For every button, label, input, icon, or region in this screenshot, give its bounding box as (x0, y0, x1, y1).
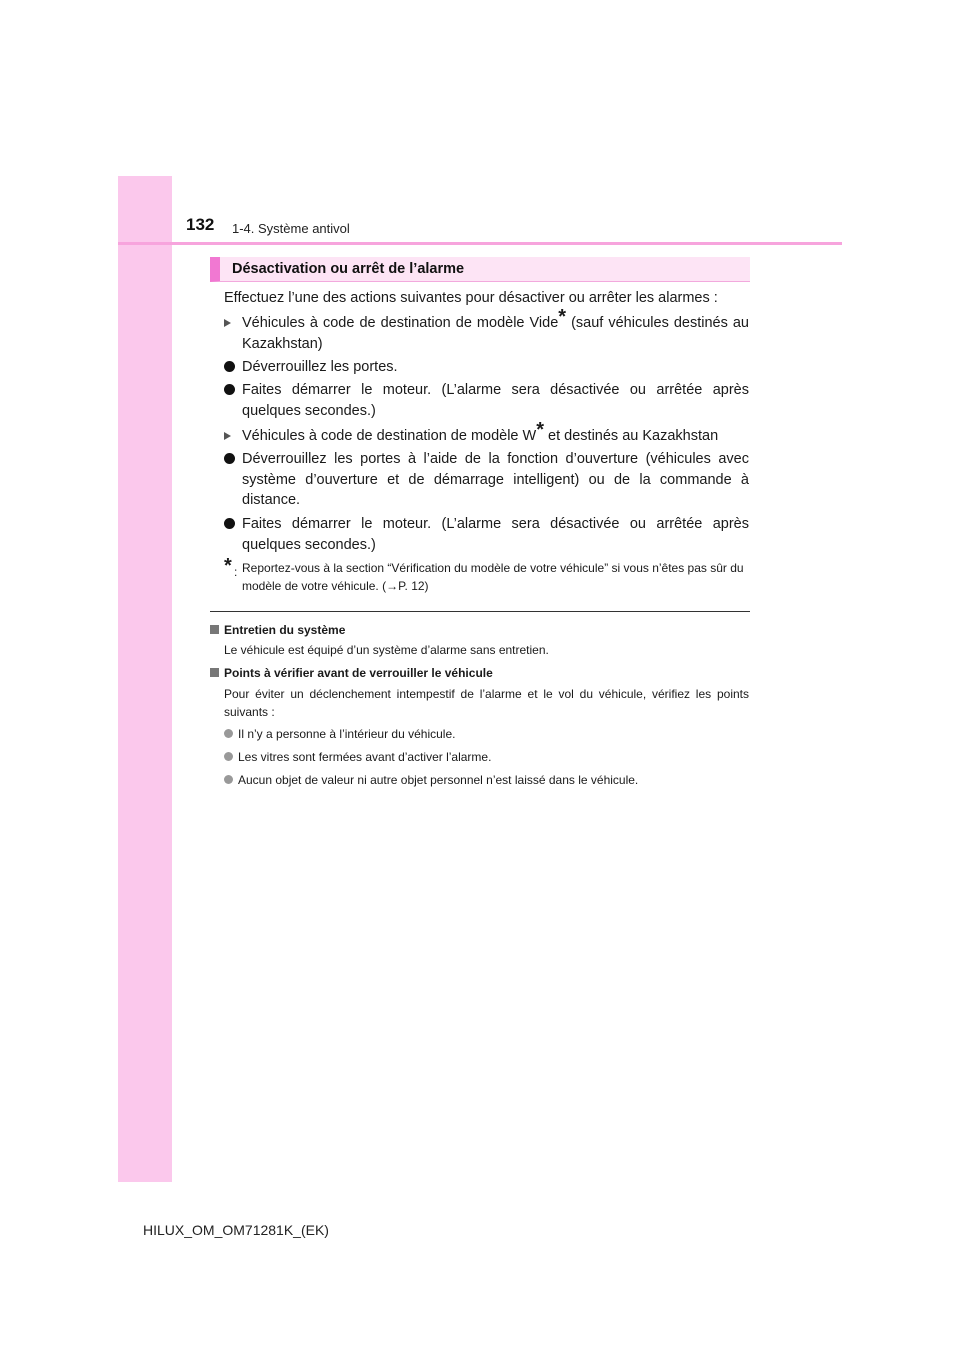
list-item: Faites démarrer le moteur. (L’alarme sera désactivée ou arrêtée après quelques secondes.) (224, 380, 749, 421)
list-item: Les vitres sont fermées avant d’activer l’alarme. (224, 748, 749, 766)
note-heading-checks: Points à vérifier avant de verrouiller le véhicule (210, 665, 493, 681)
footnote-text: Reportez-vous à la section “Vérification du modèle de votre véhicule” si vous n’êtes pas sûr du modèle de votre véhicule. (→P. 12) (242, 561, 744, 593)
section-heading-text: Désactivation ou arrêt de l’alarme (232, 261, 465, 277)
bullet-dot-icon (224, 729, 233, 738)
bullet-dot-icon (224, 775, 233, 784)
triangle-bullet-icon (224, 319, 231, 327)
asterisk-marker: * (558, 306, 567, 328)
destination-group-2-heading: Véhicules à code de destination de modèle W* et destinés au Kazakhstan (224, 426, 749, 447)
document-code: HILUX_OM_OM71281K_(EK) (143, 1222, 329, 1238)
side-color-band (118, 176, 172, 1182)
square-bullet-icon (210, 668, 219, 677)
list-item: Il n’y a personne à l’intérieur du véhicule. (224, 725, 749, 743)
bullet-dot-icon (224, 453, 235, 464)
list-item: Faites démarrer le moteur. (L’alarme sera désactivée ou arrêtée après quelques secondes.) (224, 514, 749, 555)
asterisk-marker: * (536, 419, 545, 441)
square-bullet-icon (210, 625, 219, 634)
footnote: * : Reportez-vous à la section “Vérification du modèle de votre véhicule” si vous n’êtes pas sûr du modèle de votre véhicule. (→P. 12) (224, 559, 749, 595)
note-text-checks: Pour éviter un déclenchement intempestif de l’alarme et le vol du véhicule, vérifiez les points suivants : (224, 687, 749, 719)
triangle-bullet-icon (224, 432, 231, 440)
note-heading-maintenance: Entretien du système (210, 622, 345, 638)
bullet-dot-icon (224, 384, 235, 395)
destination-group-1-heading: Véhicules à code de destination de modèle Vide* (sauf véhicules destinés au Kazakhstan) (224, 313, 749, 354)
list-item: Déverrouillez les portes. (224, 357, 749, 378)
intro-paragraph: Effectuez l’une des actions suivantes pour désactiver ou arrêter les alarmes : (224, 290, 718, 306)
section-heading (210, 257, 750, 282)
list-item: Aucun objet de valeur ni autre objet personnel n’est laissé dans le véhicule. (224, 771, 749, 789)
list-item: Déverrouillez les portes à l’aide de la fonction d’ouverture (véhicules avec système d’ouverture et de démarrage intelligent) ou de la commande à distance. (224, 449, 749, 511)
header-rule (118, 242, 842, 245)
note-text-maintenance: Le véhicule est équipé d’un système d’alarme sans entretien. (224, 643, 549, 657)
bullet-dot-icon (224, 518, 235, 529)
page-number: 132 (186, 215, 215, 234)
bullet-dot-icon (224, 361, 235, 372)
bullet-dot-icon (224, 752, 233, 761)
chapter-title: 1-4. Système antivol (232, 221, 350, 236)
section-divider (210, 611, 750, 612)
asterisk-marker: * (224, 555, 232, 577)
